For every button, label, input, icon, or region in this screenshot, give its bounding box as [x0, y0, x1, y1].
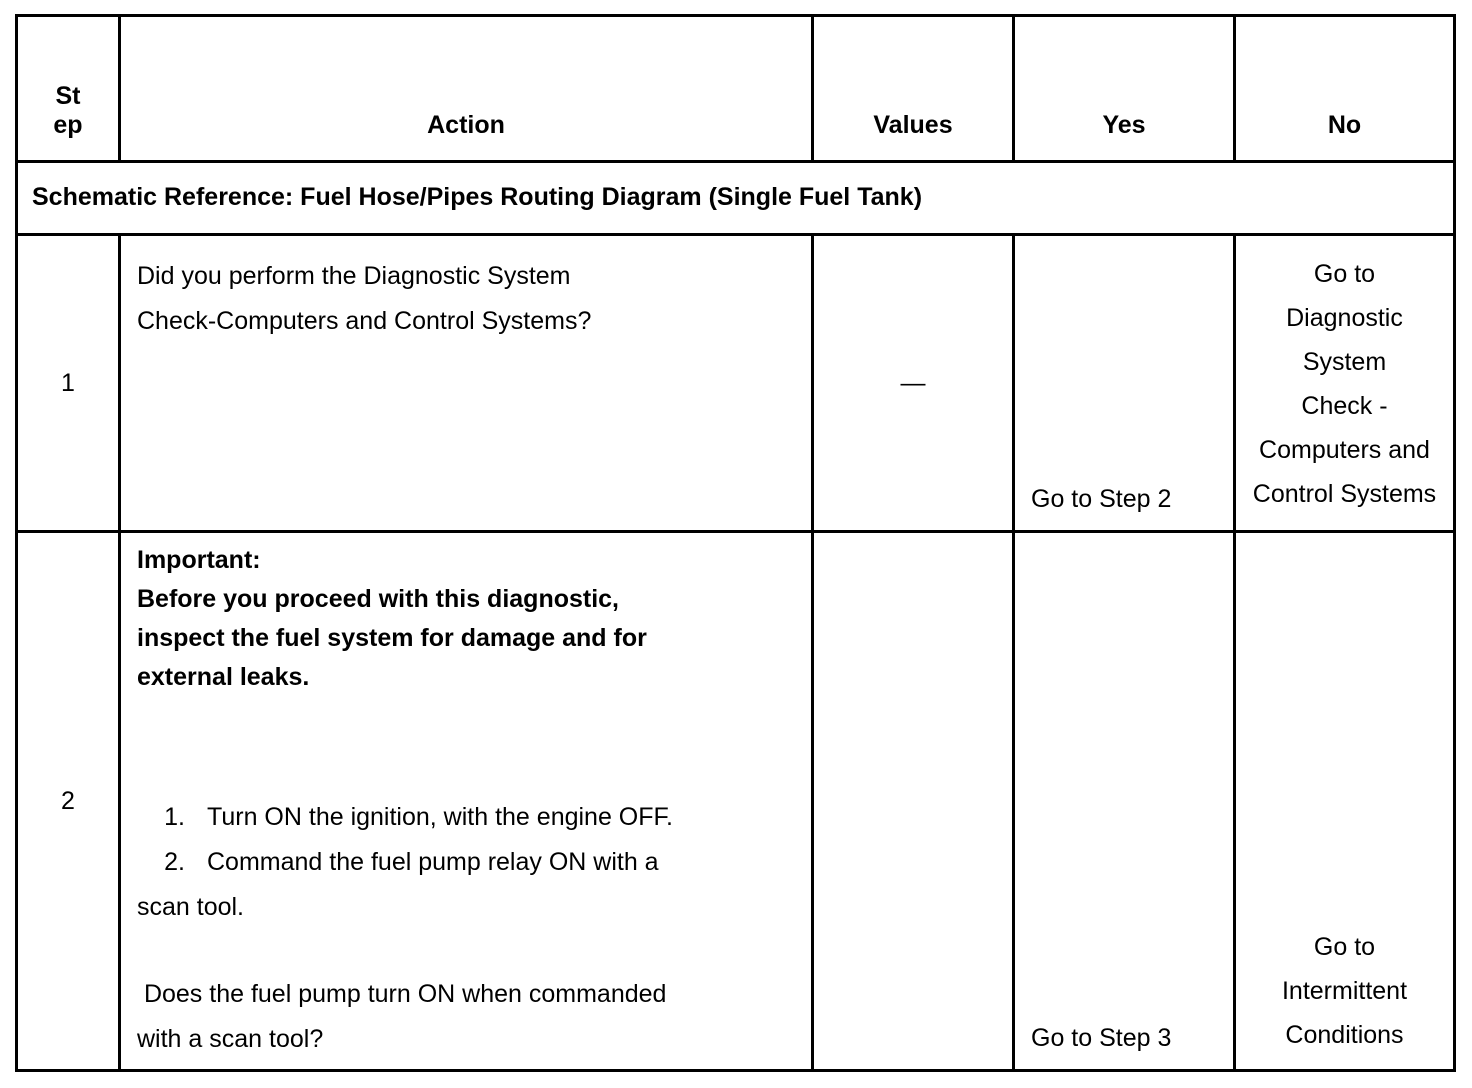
important-title: Important:	[137, 546, 261, 575]
question-line: with a scan tool?	[137, 1025, 324, 1054]
list-text: Command the fuel pump relay ON with a	[207, 848, 659, 877]
important-line: external leaks.	[137, 663, 310, 692]
list-item	[137, 840, 801, 885]
no-line: Check -	[1301, 392, 1388, 421]
yes-link[interactable]: Go to Step 3	[1014, 532, 1235, 1071]
procedure-steps	[137, 795, 801, 930]
no-line: Go to	[1313, 260, 1376, 289]
important-line: inspect the fuel system for damage and for	[137, 624, 647, 653]
list-continuation: scan tool.	[137, 893, 245, 922]
header-no: No	[1235, 16, 1455, 162]
no-link[interactable]	[1235, 532, 1455, 1071]
values-cell: —	[813, 235, 1014, 532]
step-number: 1	[17, 235, 120, 532]
no-line: Computers and	[1259, 436, 1430, 465]
action-line: Did you perform the Diagnostic System	[137, 262, 571, 291]
table-row	[17, 235, 1455, 532]
important-line: Before you proceed with this diagnostic,	[137, 585, 620, 614]
list-text: Turn ON the ignition, with the engine OFF.	[207, 803, 673, 832]
no-line: Go to	[1313, 933, 1376, 961]
list-number: 1.	[164, 803, 185, 832]
list-item	[137, 795, 801, 840]
schematic-reference-row	[17, 161, 1455, 234]
action-line: Check-Computers and Control Systems?	[137, 307, 592, 336]
header-step-line1: St	[55, 81, 81, 110]
schematic-reference: Schematic Reference: Fuel Hose/Pipes Routing Diagram (Single Fuel Tank)	[17, 161, 1455, 234]
important-note	[137, 541, 801, 697]
no-line: System	[1302, 348, 1387, 377]
no-line: Control Systems	[1252, 480, 1437, 509]
header-step-line2: ep	[53, 110, 83, 139]
header-values: Values	[813, 16, 1014, 162]
question	[137, 972, 801, 1062]
diagnostic-table	[15, 14, 1456, 1072]
header-action: Action	[120, 16, 813, 162]
header-row	[17, 16, 1455, 162]
list-number: 2.	[164, 848, 185, 877]
no-line: Conditions	[1285, 1021, 1404, 1049]
header-step	[17, 16, 120, 162]
table-row	[17, 532, 1455, 1071]
values-cell	[813, 532, 1014, 1071]
question-line: Does the fuel pump turn ON when commanded	[137, 980, 667, 1009]
step-number: 2	[17, 532, 120, 1071]
action-cell	[120, 532, 813, 1071]
action-cell	[120, 235, 813, 532]
no-line: Intermittent	[1281, 977, 1408, 1005]
no-link[interactable]	[1235, 235, 1455, 532]
header-yes: Yes	[1014, 16, 1235, 162]
yes-link[interactable]: Go to Step 2	[1014, 235, 1235, 532]
no-line: Diagnostic	[1286, 304, 1403, 333]
